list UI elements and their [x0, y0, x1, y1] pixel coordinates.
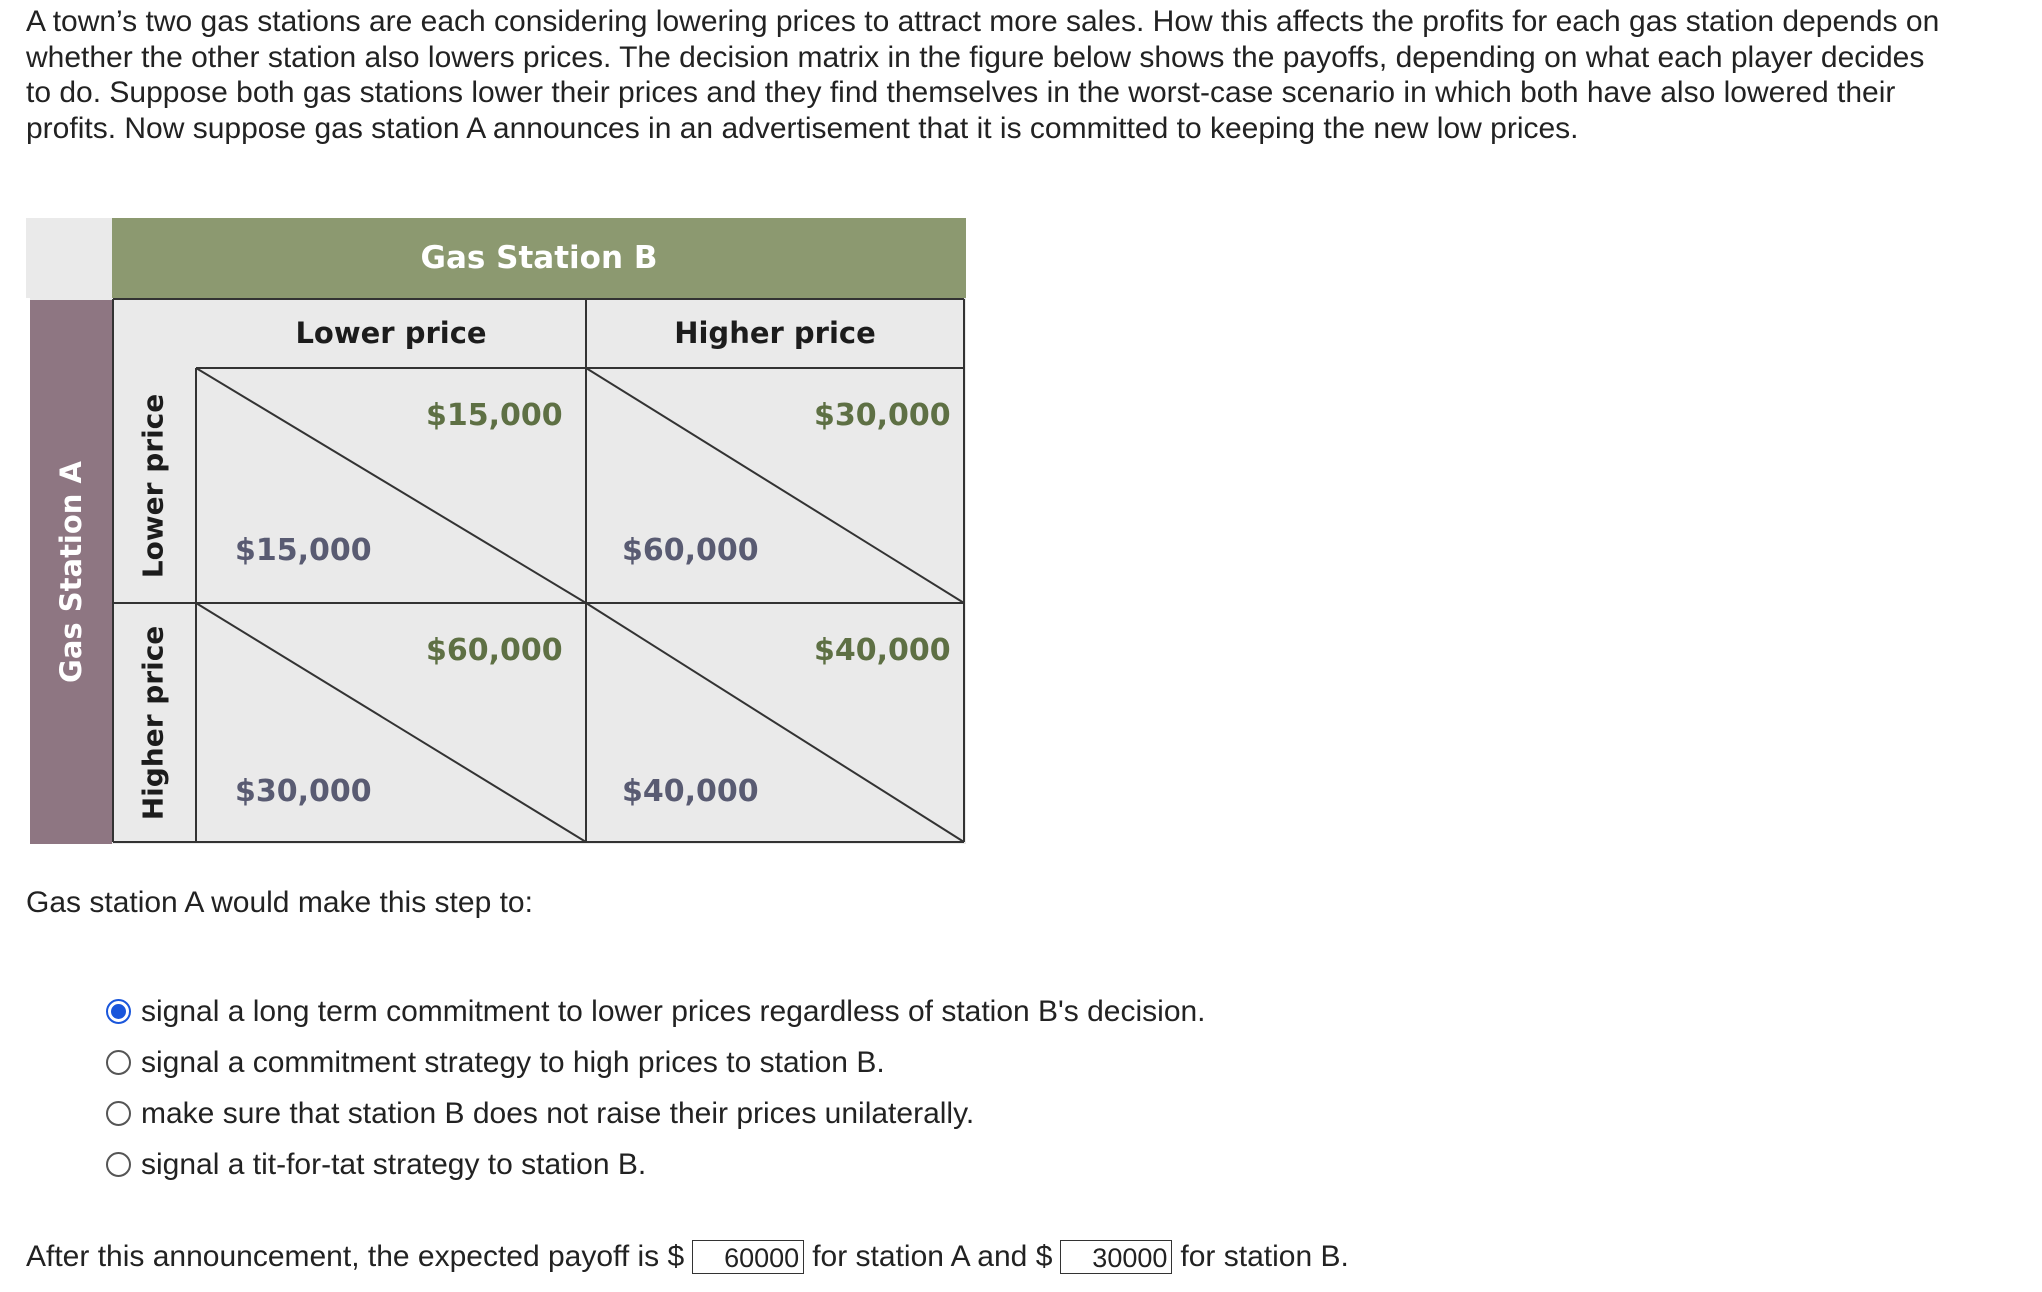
option-label: signal a long term commitment to lower prices regardless of station B's decision.: [141, 994, 1206, 1028]
payoff-a-higher-higher: $40,000: [622, 774, 759, 809]
answer-text-1: After this announcement, the expected payoff is $: [26, 1240, 685, 1273]
option-long-term-commitment[interactable]: [106, 986, 1206, 1037]
row-label: Higher price: [136, 625, 170, 820]
row-header-higher-price: [112, 603, 194, 842]
option-label: signal a tit-for-tat strategy to station B.: [141, 1147, 647, 1181]
payoff-b-lower-lower: $15,000: [426, 398, 563, 433]
payoff-b-higher-higher: $40,000: [814, 633, 951, 668]
column-player-header: Gas Station B: [112, 218, 966, 298]
payoff-a-lower-higher: $60,000: [622, 533, 759, 568]
payoff-b-lower-higher: $30,000: [814, 398, 951, 433]
payoff-matrix: [26, 218, 966, 844]
row-header-lower-price: [112, 368, 194, 603]
answer-text-3: for station B.: [1180, 1240, 1349, 1273]
option-label: make sure that station B does not raise their prices unilaterally.: [141, 1096, 975, 1130]
payoff-b-higher-lower: $60,000: [426, 633, 563, 668]
row-label: Lower price: [136, 393, 170, 578]
option-high-price-commitment[interactable]: [106, 1037, 1206, 1088]
answer-text-2: for station A and $: [812, 1240, 1053, 1273]
column-header-lower-price: Lower price: [295, 316, 487, 350]
radio-checked-icon[interactable]: [106, 999, 131, 1024]
payoff-answer-line: [26, 1240, 1349, 1274]
radio-unchecked-icon[interactable]: [106, 1152, 131, 1177]
payoff-b-input[interactable]: 30000: [1060, 1240, 1172, 1274]
option-prevent-unilateral-raise[interactable]: [106, 1088, 1206, 1139]
column-header-higher-price: Higher price: [674, 316, 876, 350]
question-prompt: Gas station A would make this step to:: [26, 886, 533, 919]
payoff-a-lower-lower: $15,000: [235, 533, 372, 568]
answer-options: [106, 986, 1206, 1190]
radio-unchecked-icon[interactable]: [106, 1101, 131, 1126]
option-label: signal a commitment strategy to high prices to station B.: [141, 1045, 885, 1079]
option-tit-for-tat[interactable]: [106, 1139, 1206, 1190]
payoff-a-higher-lower: $30,000: [235, 774, 372, 809]
row-player-label: Gas Station A: [54, 461, 88, 683]
question-intro: A town’s two gas stations are each considering lowering prices to attract more sales. How this affects the profits for each gas station depends on whether the other station also lowers prices. The decision matrix in the figure below shows the payoffs, depending on what each player decides to do. Suppose both gas stations lower their prices and they find themselves in the worst-case scenario in which both have also lowered their profits. Now suppose gas station A announces in an advertisement that it is committed to keeping the new low prices.: [26, 5, 1940, 145]
radio-unchecked-icon[interactable]: [106, 1050, 131, 1075]
payoff-a-input[interactable]: 60000: [692, 1240, 804, 1274]
